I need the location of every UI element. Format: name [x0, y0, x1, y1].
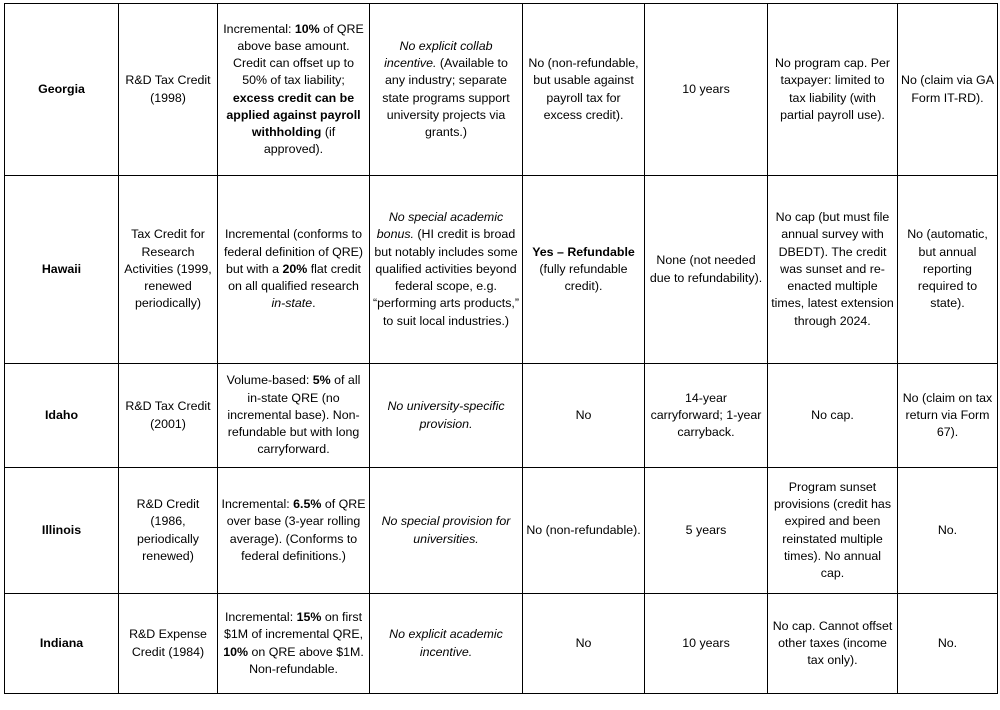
preapproval-cell [898, 4, 998, 176]
program-cell [119, 176, 218, 364]
cell-text: No explicit academic incentive. [389, 627, 503, 659]
cell-text: (if approved). [263, 124, 336, 157]
cell-text: No cap. Cannot offset other taxes (income tax only). [772, 618, 893, 668]
cap-cell [768, 176, 898, 364]
cell-text: R&D Credit (1986, periodically renewed) [136, 497, 200, 563]
cell-text: on QRE above $1M. Non-refundable. [248, 644, 364, 676]
cell-text: No. [937, 635, 958, 650]
cell-text: on first $1M of incremental QRE, [223, 610, 364, 642]
carryforward-cell [645, 4, 768, 176]
program-cell [119, 594, 218, 694]
cell-text: No university-specific provision. [387, 399, 505, 431]
table-row [5, 4, 998, 176]
cell-text: No special provision for universities. [381, 514, 511, 546]
table-row [5, 468, 998, 594]
cell-text: in-state [271, 296, 313, 311]
preapproval-cell [898, 594, 998, 694]
cell-text: of QRE over base (3-year rolling average). (Conforms to federal definitions.) [226, 497, 366, 563]
cell-text: Idaho [44, 407, 79, 422]
academic-cell [370, 176, 523, 364]
cell-text: of all in-state QRE (no incremental base). Non-refundable but with long carryforward. [227, 373, 361, 457]
state-cell [5, 4, 119, 176]
cell-text: 20% [282, 261, 308, 276]
cell-text: No (claim on tax return via Form 67). [902, 390, 993, 440]
cell-text: Tax Credit for Research Activities (1999, renewed periodically) [124, 227, 212, 311]
cell-text: No (claim via GA Form IT-RD). [901, 73, 994, 105]
cap-cell [768, 468, 898, 594]
cell-text: . [312, 296, 316, 311]
cell-text: (HI credit is broad but notably includes some qualified activities beyond federal scope, e.g. “performing arts products,” to suit local industries.) [373, 227, 519, 328]
cap-cell [768, 594, 898, 694]
cell-text: No (automatic, but annual reporting required to state). [907, 227, 988, 311]
cell-text: No [575, 635, 592, 650]
cell-text: 14-year carryforward; 1-year carryback. [650, 390, 762, 440]
cell-text: 5% [312, 373, 331, 388]
cell-text: R&D Expense Credit (1984) [129, 627, 207, 659]
cell-text: No cap. [811, 407, 854, 422]
academic-cell [370, 4, 523, 176]
academic-cell [370, 468, 523, 594]
table-row [5, 176, 998, 364]
cell-text: No explicit collab incentive. [384, 38, 493, 71]
cell-text: No (non-refundable). [526, 522, 641, 537]
cell-text: 10% [294, 21, 320, 36]
cell-text: of QRE above base amount. Credit can offset up to 50% of tax liability; [233, 21, 364, 88]
cell-text: None (not needed due to refundability). [649, 253, 763, 285]
cell-text: Incremental (conforms to federal definition of QRE) but with a [223, 227, 364, 276]
table-row [5, 594, 998, 694]
cell-text: Program sunset provisions (credit has expired and been reinstated multiple times). No annual cap. [773, 479, 892, 580]
refundable-cell [523, 468, 645, 594]
preapproval-cell [898, 176, 998, 364]
program-cell [119, 4, 218, 176]
refundable-cell [523, 176, 645, 364]
cell-text: Volume-based: [226, 373, 313, 388]
cell-text: 10 years [682, 81, 730, 96]
cell-text: Illinois [41, 522, 82, 537]
cap-cell [768, 364, 898, 468]
structure-cell [218, 176, 370, 364]
academic-cell [370, 364, 523, 468]
refundable-cell [523, 4, 645, 176]
program-cell [119, 364, 218, 468]
cell-text: 5 years [685, 522, 727, 537]
cell-text: No [575, 407, 592, 422]
carryforward-cell [645, 364, 768, 468]
cell-text: Georgia [38, 81, 85, 96]
cell-text: Incremental: [221, 497, 294, 512]
table-row [5, 364, 998, 468]
cap-cell [768, 4, 898, 176]
cell-text: 10% [223, 644, 249, 659]
cell-text: Indiana [39, 635, 84, 650]
cell-text: R&D Tax Credit (2001) [125, 399, 211, 431]
state-cell [5, 594, 119, 694]
structure-cell [218, 594, 370, 694]
cell-text: Yes – Refundable [532, 244, 635, 259]
cell-text: (Available to any industry; separate state programs support university projects via grants.) [382, 56, 510, 139]
academic-cell [370, 594, 523, 694]
carryforward-cell [645, 468, 768, 594]
cell-text: Incremental: [224, 610, 297, 625]
state-cell [5, 176, 119, 364]
cell-text: 6.5% [293, 497, 322, 512]
cell-text: No (non-refundable, but usable against payroll tax for excess credit). [528, 56, 639, 122]
refundable-cell [523, 594, 645, 694]
cell-text: 10 years [682, 635, 730, 650]
cell-text: (fully refundable credit). [539, 261, 628, 294]
cell-text: No cap (but must file annual survey with DBEDT). The credit was sunset and re-enacted multiple times, latest extension through 2024. [771, 210, 894, 328]
program-cell [119, 468, 218, 594]
cell-text: excess credit can be applied against payroll withholding [226, 90, 361, 139]
table-body [5, 4, 998, 694]
cell-text: No program cap. Per taxpayer: limited to tax liability (with partial payroll use). [774, 56, 890, 122]
preapproval-cell [898, 364, 998, 468]
state-rd-credit-table [4, 3, 998, 694]
cell-text: Hawaii [41, 261, 82, 276]
carryforward-cell [645, 594, 768, 694]
carryforward-cell [645, 176, 768, 364]
state-cell [5, 468, 119, 594]
structure-cell [218, 4, 370, 176]
state-cell [5, 364, 119, 468]
cell-text: No special academic bonus. [376, 210, 504, 242]
cell-text: flat credit on all qualified research [228, 261, 361, 294]
structure-cell [218, 468, 370, 594]
refundable-cell [523, 364, 645, 468]
cell-text: No. [937, 522, 958, 537]
cell-text: Incremental: [223, 21, 295, 36]
preapproval-cell [898, 468, 998, 594]
cell-text: R&D Tax Credit (1998) [125, 73, 211, 105]
structure-cell [218, 364, 370, 468]
cell-text: 15% [296, 610, 322, 625]
